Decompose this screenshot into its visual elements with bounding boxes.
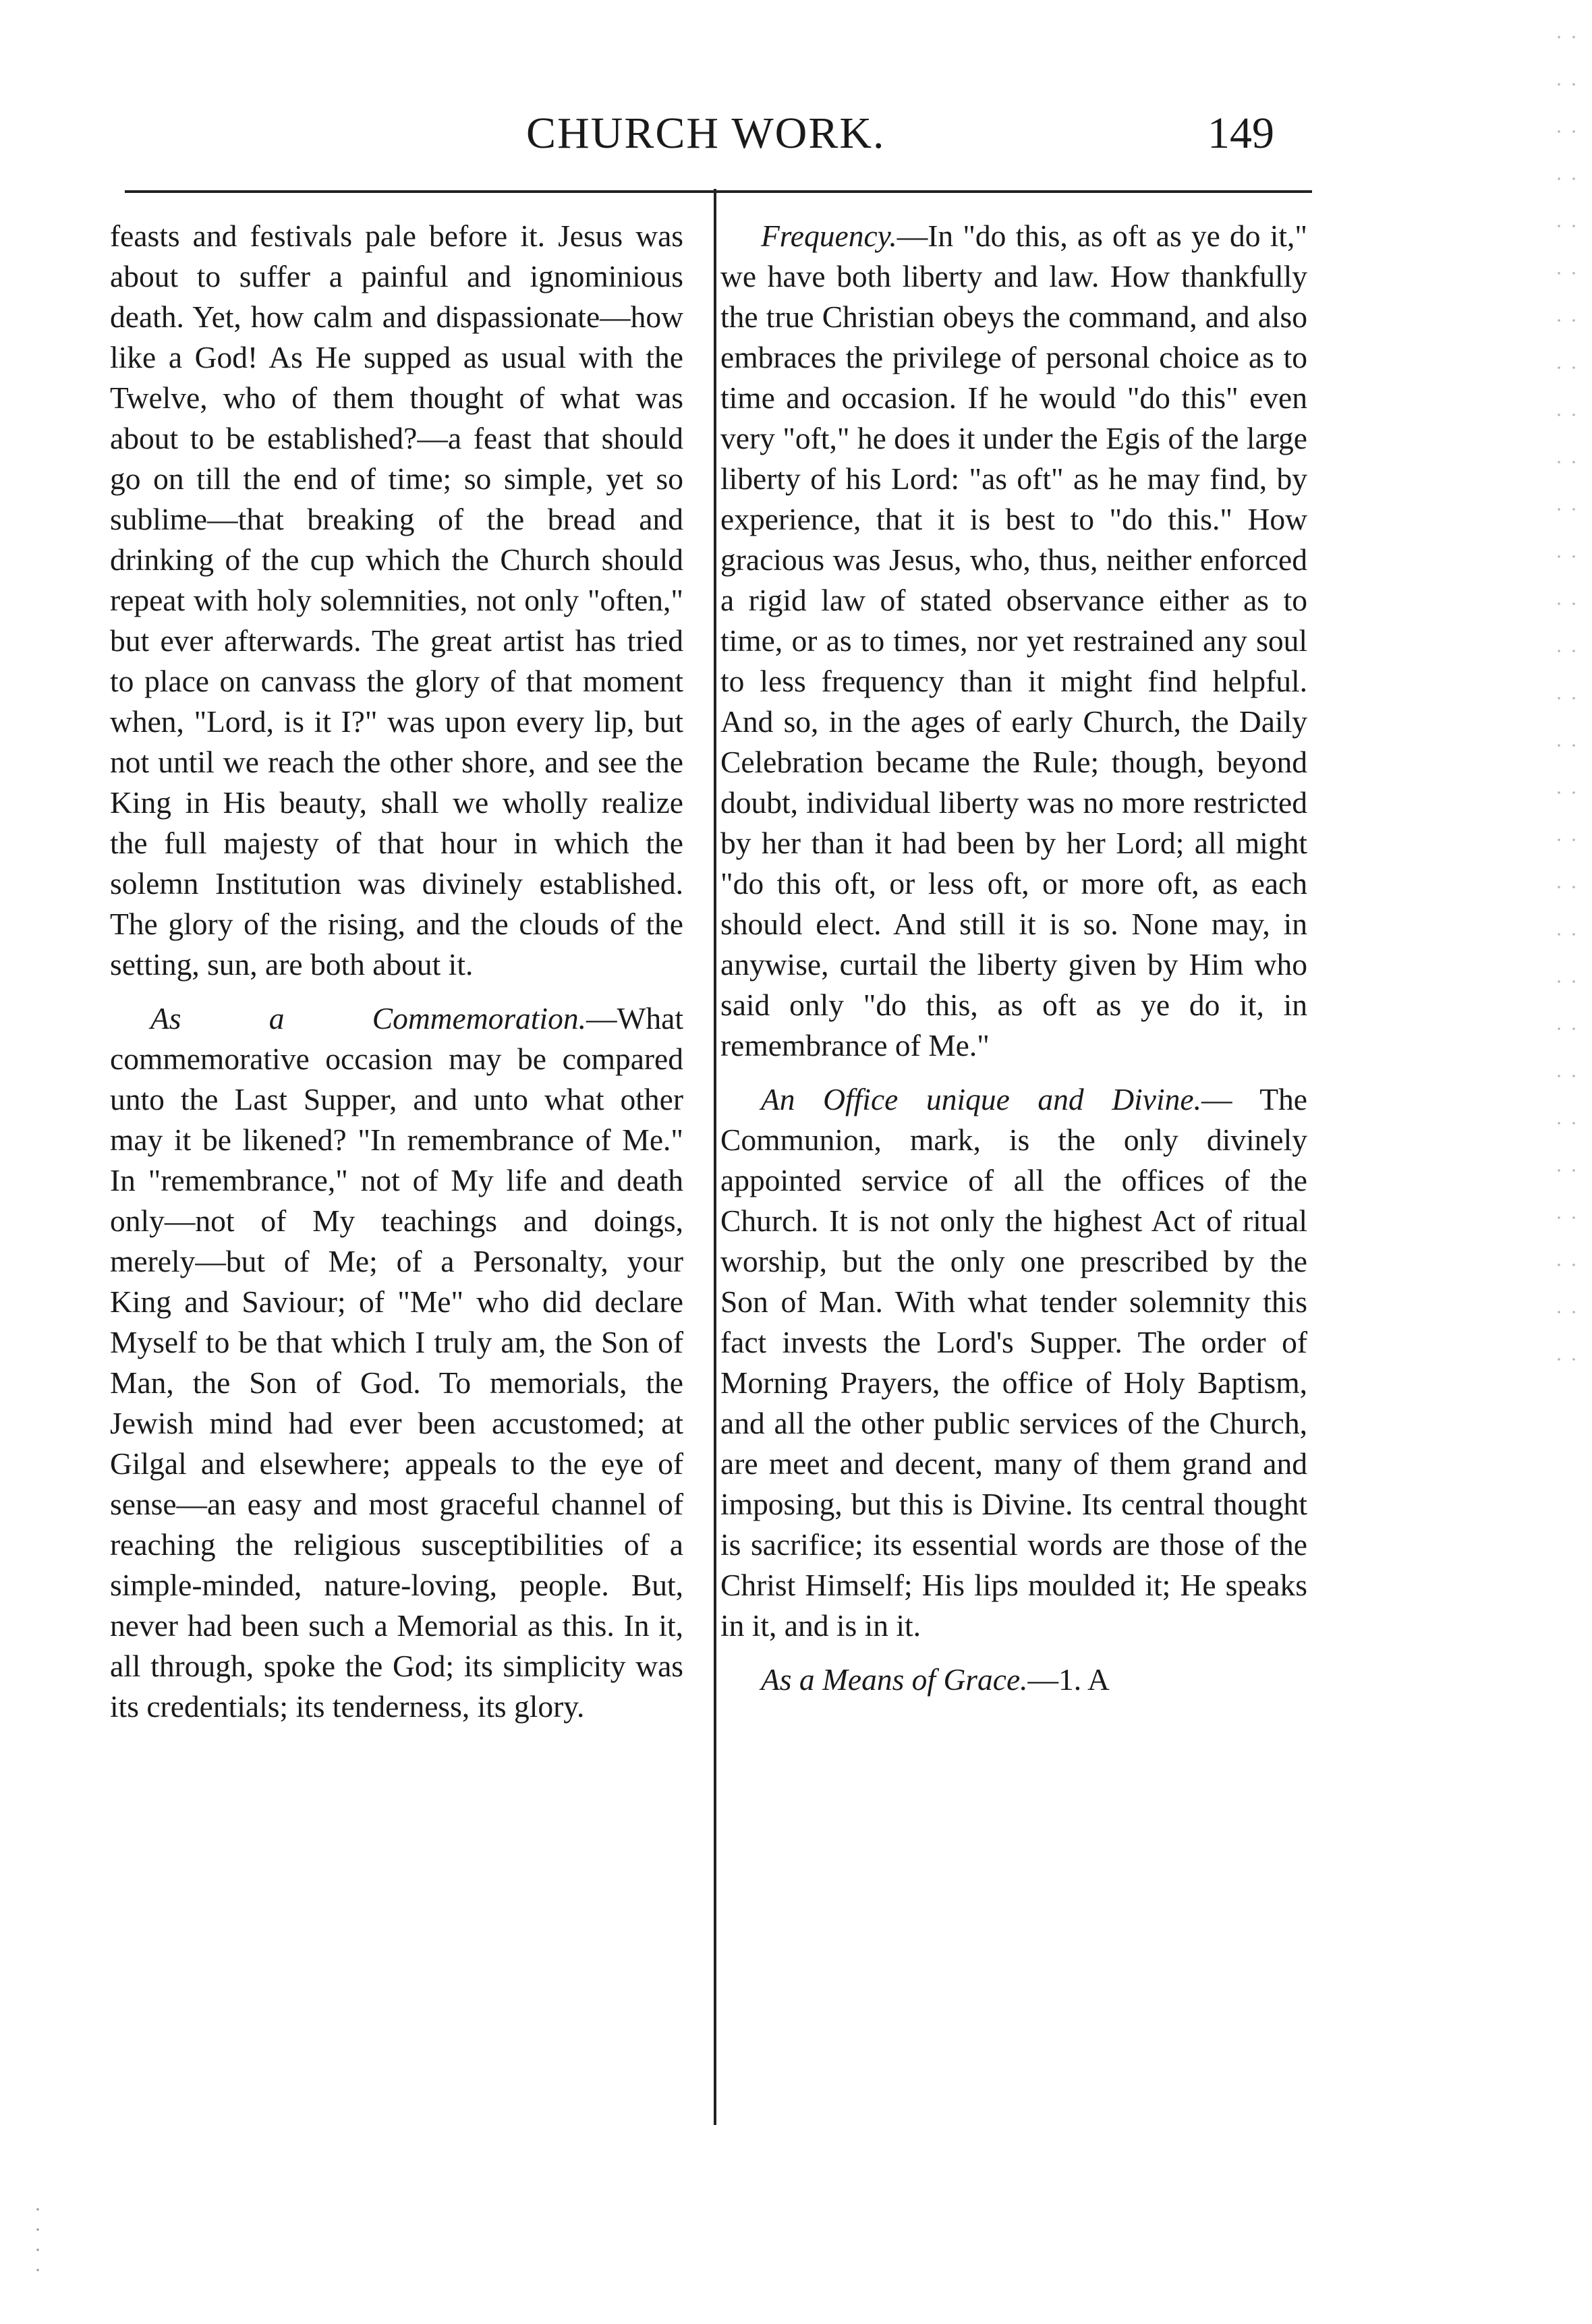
page-number: 149 — [1207, 109, 1274, 158]
section-heading: As a Commemoration. — [150, 1001, 586, 1036]
paragraph-body: — The Communion, mark, is the only divinely appointed service of all the offices of the Church. It is not only the highest Act of ritual worship, but the only one prescribed by the Son of Man. With what tender solemnity this fact invests the Lord's Supper. The order of Morning Prayers, the office of Holy Baptism, and all the other public services of the Church, are meet and decent, many of them grand and imposing, but this is Divine. Its central thought is sacrifice; its essential words are those of the Christ Himself; His lips moulded it; He speaks in it, and is in it. — [720, 1082, 1307, 1643]
paragraph — [720, 1079, 1307, 1646]
page-edge-specks — [34, 2199, 42, 2280]
section-heading: An Office unique and Divine. — [761, 1082, 1201, 1116]
section-heading: Frequency. — [761, 219, 897, 253]
page-header — [0, 108, 1592, 169]
paragraph-body: —1. A — [1027, 1662, 1110, 1697]
section-heading: As a Means of Grace. — [761, 1662, 1028, 1697]
paragraph-body: —In "do this, as oft as ye do it," we have both liberty and law. How thankfully the true Christian obeys the command, and also embraces the privilege of personal choice as to time and occasion. If he would "do this" even very "oft," he does it under the Egis of the large liberty of his Lord: "as oft" as he may find, by experience, that it is best to "do this." How gracious was Jesus, who, thus, neither enforced a rigid law of stated observance either as to time, or as to times, nor yet restrained any soul to less frequency than it might find helpful. And so, in the ages of early Church, the Daily Celebration became the Rule; though, beyond doubt, individual liberty was no more restricted by her than it had been by her Lord; all might "do this oft, or less oft, or more oft, as each should elect. And still it is so. None may, in anywise, curtail the liberty given by Him who said only "do this, as oft as ye do it, in remembrance of Me." — [720, 219, 1307, 1062]
column-divider — [714, 189, 716, 2125]
running-title: CHURCH WORK. — [526, 109, 886, 158]
left-column — [110, 216, 683, 1740]
paragraph — [720, 1660, 1307, 1700]
page-edge-specks — [1552, 13, 1585, 1363]
paragraph-body: —What commemorative occasion may be compared unto the Last Supper, and unto what other may it be likened? "In remembrance of Me." In "remembrance," not of My life and death only—not of My teachings and doings, merely—but of Me; of a Personalty, your King and Saviour; of "Me" who did declare Myself to be that which I truly am, the Son of Man, the Son of God. To memorials, the Jewish mind had ever been accustomed; at Gilgal and elsewhere; appeals to the eye of sense—an easy and most graceful channel of reaching the religious susceptibilities of a simple-minded, nature-loving, people. But, never had been such a Memorial as this. In it, all through, spoke the God; its simplicity was its credentials; its tenderness, its glory. — [110, 1001, 683, 1724]
right-column — [720, 216, 1307, 1713]
paragraph — [720, 216, 1307, 1066]
paragraph — [110, 216, 683, 985]
paragraph — [110, 998, 683, 1727]
paragraph-body: feasts and festivals pale before it. Jesus was about to suffer a painful and ignominious death. Yet, how calm and dispassionate—how like a God! As He supped as usual with the Twelve, who of them thought of what was about to be established?—a feast that should go on till the end of time; so simple, yet so sublime—that breaking of the bread and drinking of the cup which the Church should repeat with holy solemnities, not only "often," but ever afterwards. The great artist has tried to place on canvass the glory of that moment when, "Lord, is it I?" was upon every lip, but not until we reach the other shore, and see the King in His beauty, shall we wholly realize the full majesty of that hour in which the solemn Institution was divinely established. The glory of the rising, and the clouds of the setting, sun, are both about it. — [110, 219, 683, 982]
header-rule — [125, 190, 1312, 193]
